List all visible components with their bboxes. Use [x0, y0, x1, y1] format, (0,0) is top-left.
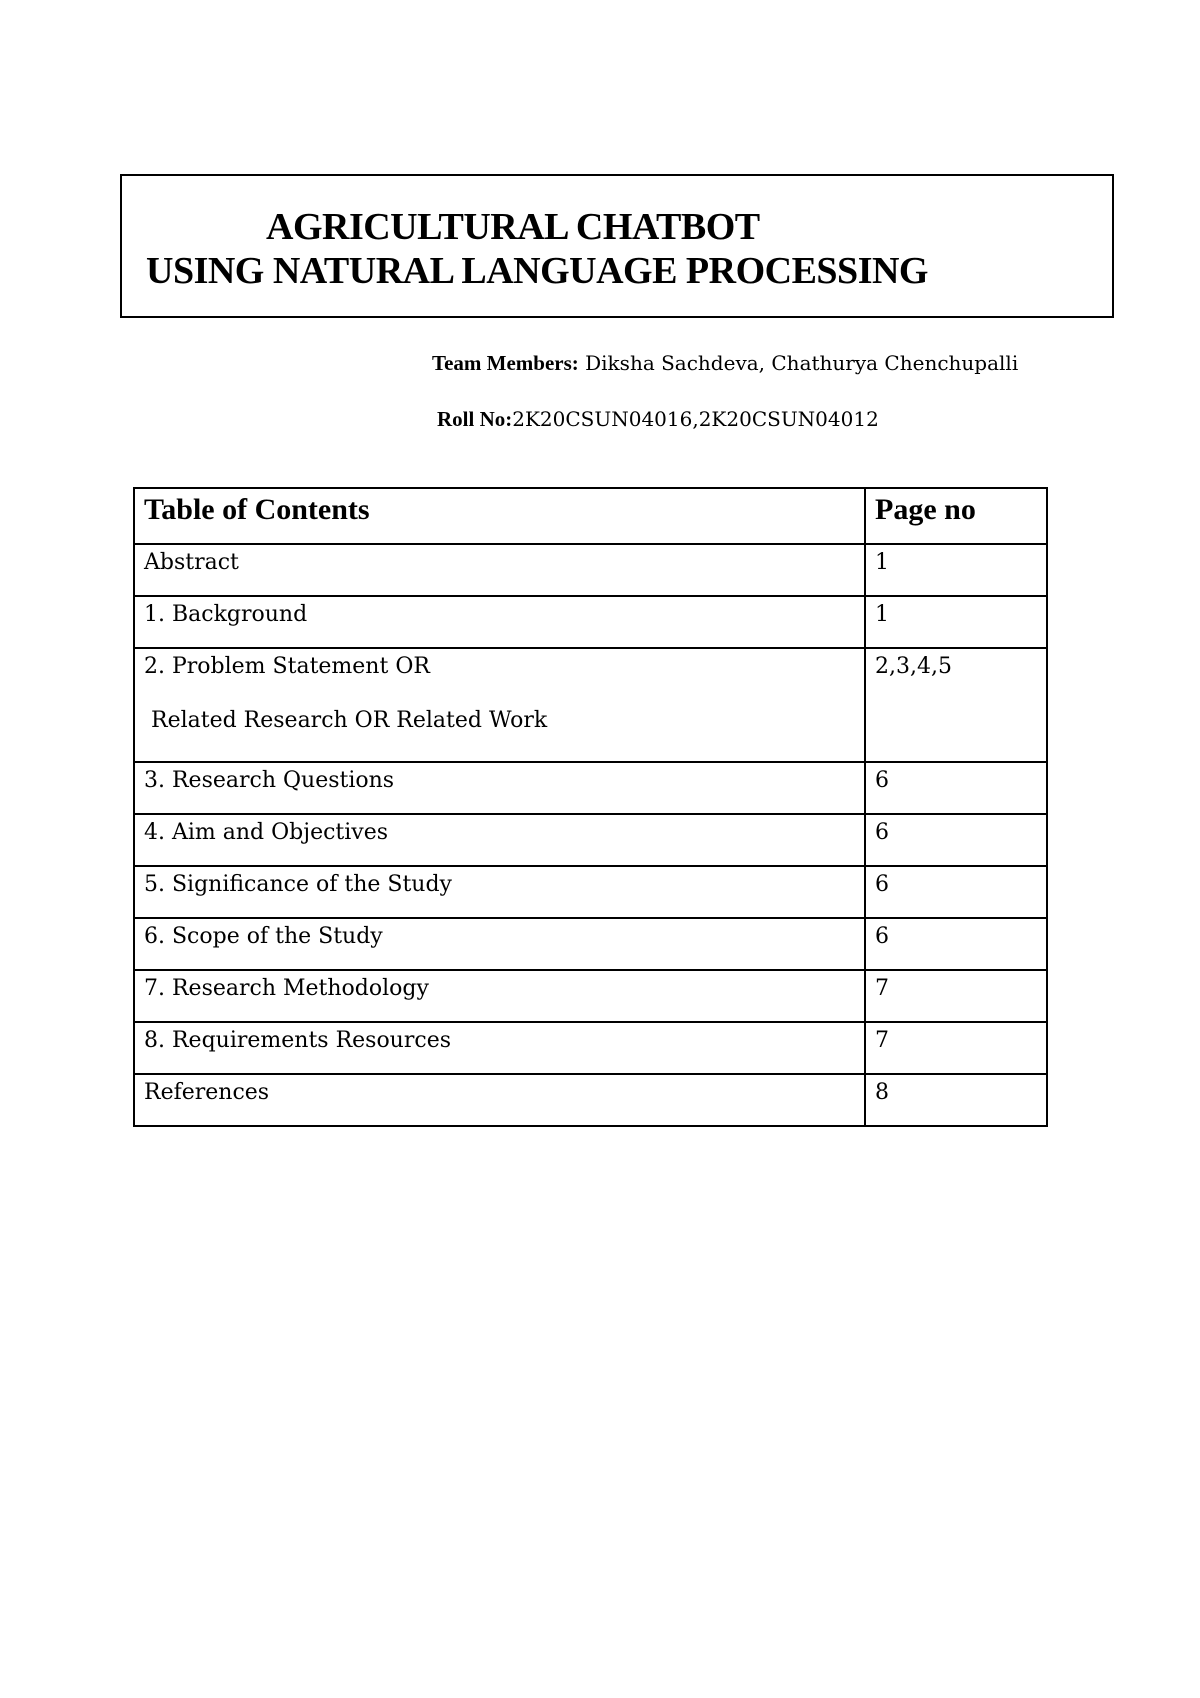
toc-row: [134, 1022, 1047, 1074]
toc-row-page: 7: [865, 1022, 1047, 1074]
toc-row: [134, 814, 1047, 866]
toc-header-row: [134, 488, 1047, 544]
toc-header-page: Page no: [865, 488, 1047, 544]
toc-row-title: 5. Significance of the Study: [134, 866, 865, 918]
document-title-line-2: USING NATURAL LANGUAGE PROCESSING: [146, 250, 928, 292]
title-box: [120, 174, 1114, 318]
toc-row-title: 4. Aim and Objectives: [134, 814, 865, 866]
toc-row: [134, 1074, 1047, 1126]
roll-number-value: 2K20CSUN04016,2K20CSUN04012: [512, 407, 879, 431]
toc-row: [134, 918, 1047, 970]
toc-row-title: References: [134, 1074, 865, 1126]
team-members-label: Team Members:: [432, 351, 579, 375]
toc-row-page: 6: [865, 866, 1047, 918]
team-members-line: [432, 351, 1018, 376]
toc-row: [134, 648, 1047, 762]
toc-row-title: 3. Research Questions: [134, 762, 865, 814]
toc-row-title-continuation: Related Research OR Related Work: [151, 708, 548, 733]
toc-row-title: 8. Requirements Resources: [134, 1022, 865, 1074]
table-of-contents: [133, 487, 1048, 1127]
roll-number-line: [437, 407, 879, 432]
toc-row-page: 6: [865, 918, 1047, 970]
toc-row: [134, 544, 1047, 596]
toc-row: [134, 762, 1047, 814]
toc-row-page: 1: [865, 596, 1047, 648]
toc-row-page: 1: [865, 544, 1047, 596]
toc-row-title: 1. Background: [134, 596, 865, 648]
toc-row-page: 2,3,4,5: [865, 648, 1047, 762]
toc-row: [134, 866, 1047, 918]
team-members-value: Diksha Sachdeva, Chathurya Chenchupalli: [578, 351, 1019, 375]
toc-row-title: Abstract: [134, 544, 865, 596]
toc-row-title: 7. Research Methodology: [134, 970, 865, 1022]
document-title-line-1: AGRICULTURAL CHATBOT: [266, 206, 760, 248]
roll-number-label: Roll No:: [437, 407, 513, 431]
toc-row-title-cell: [134, 648, 865, 762]
toc-row-page: 6: [865, 762, 1047, 814]
toc-row-title: 2. Problem Statement OR: [144, 654, 430, 679]
toc-row: [134, 596, 1047, 648]
toc-row-page: 6: [865, 814, 1047, 866]
toc-row-page: 7: [865, 970, 1047, 1022]
toc-row-page: 8: [865, 1074, 1047, 1126]
toc-row-title: 6. Scope of the Study: [134, 918, 865, 970]
toc-header-title: Table of Contents: [134, 488, 865, 544]
toc-row: [134, 970, 1047, 1022]
